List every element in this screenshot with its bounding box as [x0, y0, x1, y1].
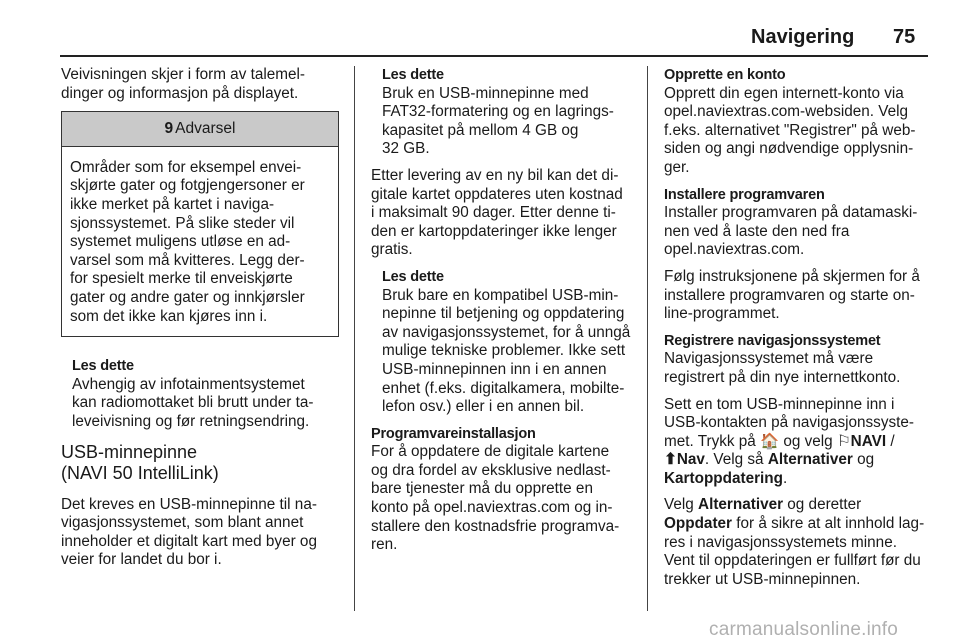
warning-box — [61, 111, 339, 337]
warning-title: Advarsel — [175, 120, 236, 138]
note-title: Les dette — [382, 67, 444, 83]
subheading: Registrere navigasjonssystemet — [664, 332, 881, 349]
column-divider-2 — [647, 66, 648, 611]
intro-paragraph: Veivisningen skjer i form av talemel- dinger og informasjon på displayet. — [61, 66, 305, 102]
page-number: 75 — [893, 26, 916, 48]
warning-body: Områder som for eksempel envei- skjørte gater og fotgjengersoner er ikke merket på kartet i naviga- sjonssystemet. På slike steder vil systemet muligens utløse en ad- varsel som må kvitteres. Legg der- for spesielt merke til enveiskjørte gater og andre gater og innkjørsler som det ikke kan kjøres inn i. — [70, 158, 305, 325]
column-3 — [664, 66, 928, 597]
section-paragraph: Det kreves en USB-minnepinne til na- vigasjonssystemet, som blant annet inneholder et digitalt kart med byer og veier for landet du bor i. — [61, 495, 317, 569]
home-icon: 🏠 — [760, 432, 780, 450]
flag-icon: ⚐ — [836, 432, 851, 450]
paragraph: Etter levering av en ny bil kan det di- gitale kartet oppdateres uten kostnad i maksimalt 90 dager. Etter denne ti- den er kartoppdateringer ikke lenger gratis. — [371, 166, 623, 259]
paragraph: For å oppdatere de digitale kartene og dra fordel av eksklusive nedlast- bare tjenester må du opprette en konto på opel.naviextras.com og in- stallere den kostnadsfrie programva- ren. — [371, 443, 620, 554]
note-box: Les dette Bruk bare en kompatibel USB-min- nepinne til betjening og oppdatering av navigasjonssystemet, for å unngå mulige tekniske problemer. Ikke sett USB-minnepinnen inn i en annen enhet (f.eks. digitalkamera, mobilte- lefon osv.) eller i en annen bil. — [371, 268, 633, 417]
note-title: Les dette — [72, 358, 134, 375]
warning-icon: 9 — [164, 120, 174, 138]
subheading: Opprette en konto — [664, 67, 786, 83]
paragraph: Følg instruksjonene på skjermen for å installere programvaren og starte on- line-programmet. — [664, 267, 920, 323]
paragraph: Velg Alternativer og deretter Oppdater for å sikre at alt innhold lag- res i navigasjonssystemets minne. Vent til oppdateringen er fullført før du trekker ut USB-minnepinnen. — [664, 496, 925, 588]
column-2 — [371, 66, 633, 563]
header-rule — [60, 55, 928, 57]
paragraph: Opprett din egen internett-konto via opel.naviextras.com-websiden. Velg f.eks. alternativet "Registrer" på web- siden og angi nødvendige opplysnin- ger. — [664, 84, 916, 176]
note-box: Les dette Bruk en USB-minnepinne med FAT32-formatering og en lagrings- kapasitet på mellom 4 GB og 32 GB. — [371, 66, 633, 159]
column-1 — [61, 66, 339, 578]
paragraph: Navigasjonssystemet må være registrert på din nye internettkonto. — [664, 350, 901, 386]
subheading: Programvareinstallasjon — [371, 425, 536, 442]
section-heading: USB-minnepinne (NAVI 50 IntelliLink) — [61, 441, 219, 483]
watermark: carmanualsonline.info — [709, 619, 899, 640]
page-header-title: Navigering — [751, 26, 855, 48]
paragraph: Sett en tom USB-minnepinne inn i USB-kontakten på navigasjonssyste- met. Trykk på 🏠 og velg ⚐NAVI / ⬆Nav. Velg så Alternativer og Kartoppdatering. — [664, 395, 914, 487]
nav-arrow-icon: ⬆ — [664, 451, 677, 469]
note-box: Les dette Avhengig av infotainmentsystemet kan radiomottaket bli brutt under ta- leveivisning og før retningsendring. — [61, 357, 339, 431]
paragraph: Installer programvaren på datamaski- nen ved å laste den ned fra opel.naviextras.com. — [664, 204, 918, 259]
note-title: Les dette — [382, 268, 444, 285]
warning-header — [62, 112, 338, 147]
subheading: Installere programvaren — [664, 186, 825, 203]
column-divider-1 — [354, 66, 355, 611]
